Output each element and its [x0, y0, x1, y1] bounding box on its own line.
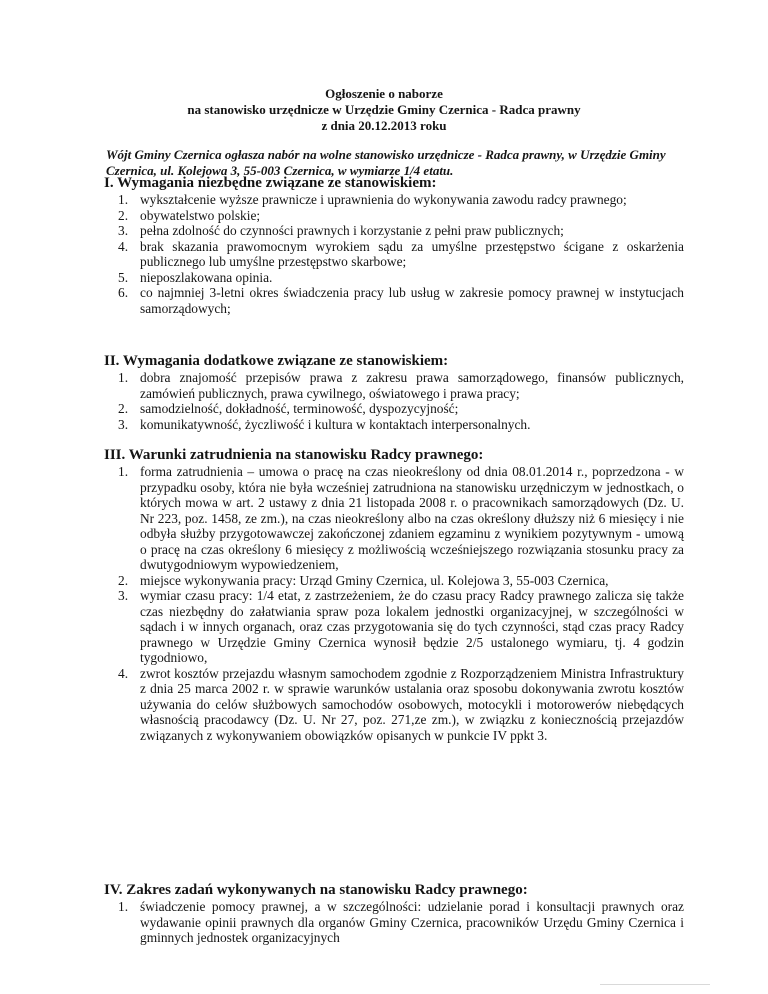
item-number: 4.	[118, 238, 129, 254]
list-item	[104, 192, 686, 208]
list-item	[104, 370, 686, 401]
section-title: II. Wymagania dodatkowe związane ze stanowiskiem:	[104, 353, 449, 369]
section-title: III. Warunki zatrudnienia na stanowisku Radcy prawnego:	[104, 447, 484, 463]
list-item	[104, 208, 686, 224]
list-item	[104, 223, 686, 239]
section-job-duties	[104, 882, 686, 946]
item-number: 1.	[118, 192, 129, 207]
item-number: 1.	[118, 899, 129, 914]
page-edge-divider	[600, 984, 710, 985]
header-position: na stanowisko urzędnicze w Urzędzie Gminy Czernica - Radca prawny	[187, 102, 581, 117]
item-text: zwrot kosztów przejazdu własnym samochodem zgodnie z Rozporządzeniem Ministra Infrastruktury z dnia 25 marca 2002 r. w sprawie warunków ustalania oraz sposobu dokonywania zwrotu kosztów używania do celów służbowych samochodów osobowych, motocykli i motorowerów niebędących własnością pracodawcy (Dz. U. Nr 27, poz. 271,ze zm.), w związku z koniecznością przejazdów związanych z wykonywaniem obowiązków opisanych w punkcie IV ppkt 3.	[140, 665, 684, 743]
list-item	[104, 270, 686, 286]
employment-conditions-list	[104, 464, 686, 743]
item-text: pełna zdolność do czynności prawnych i korzystanie z pełni praw publicznych;	[140, 223, 564, 238]
document-header	[0, 86, 768, 134]
item-number: 5.	[118, 269, 129, 285]
item-text: wymiar czasu pracy: 1/4 etat, z zastrzeżeniem, że do czasu pracy Radcy prawnego zalicza się także czas niezbędny do załatwiania spraw poza lokalem jednostki organizacyjnej, w szczególności w sądach i w innych organach, oraz czas przygotowania się do tych czynności, stąd czas pracy Radcy prawnego w Urzędzie Gminy Czernica wynosił będzie 2/5 ustalonego wymiaru, tj. 4 godzin tygodniowo,	[140, 588, 684, 665]
item-text: dobra znajomość przepisów prawa z zakresu prawa samorządowego, finansów publicznych, zamówień publicznych, prawa cywilnego, oświatowego i prawa pracy;	[140, 370, 684, 401]
list-item	[104, 401, 686, 417]
section-title: I. Wymagania niezbędne związane ze stanowiskiem:	[104, 175, 437, 191]
header-date: z dnia 20.12.2013 roku	[321, 118, 447, 133]
list-item	[104, 899, 686, 946]
header-title: Ogłoszenie o naborze	[325, 86, 443, 101]
item-number: 2.	[118, 572, 129, 588]
list-item	[104, 464, 686, 573]
item-number: 1.	[118, 464, 129, 479]
list-item	[104, 239, 686, 270]
item-number: 1.	[118, 370, 129, 385]
item-number: 3.	[118, 416, 129, 432]
job-duties-list	[104, 899, 686, 946]
item-number: 2.	[118, 207, 129, 223]
section-required-qualifications	[104, 175, 686, 316]
list-item	[104, 666, 686, 744]
item-text: co najmniej 3-letni okres świadczenia pracy lub usług w zakresie pomocy prawnej w instytucjach samorządowych;	[140, 285, 684, 316]
section-employment-conditions	[104, 447, 686, 743]
item-number: 3.	[118, 223, 129, 238]
item-text: samodzielność, dokładność, terminowość, dyspozycyjność;	[140, 401, 459, 416]
requirements-list	[104, 192, 686, 316]
item-number: 3.	[118, 588, 129, 603]
item-text: obywatelstwo polskie;	[140, 207, 261, 223]
intro-paragraph: Wójt Gminy Czernica ogłasza nabór na wolne stanowisko urzędnicze - Radca prawny, w Urzędzie Gminy Czernica, ul. Kolejowa 3, 55-003 Czernica, w wymiarze 1/4 etatu.	[106, 147, 666, 178]
list-item	[104, 285, 686, 316]
item-number: 4.	[118, 665, 129, 681]
list-item	[104, 573, 686, 589]
item-text: forma zatrudnienia – umowa o pracę na czas nieokreślony od dnia 08.01.2014 r., poprzedzona - w przypadku osoby, która nie była wcześniej zatrudniona na stanowisku urzędniczym w jednostkach, o których mowa w art. 2 ustawy z dnia 21 listopada 2008 r. o pracownikach samorządowych (Dz. U. Nr 223, poz. 1458, ze zm.), na czas nieokreślony albo na czas określony dłuższy niż 6 miesięcy i nie odbyła służby przygotowawczej zakończonej zdaniem egzaminu z wynikiem pozytywnym - umową o pracę na czas określony 6 miesięcy z możliwością wcześniejszego rozwiązania stosunku pracy za dwutygodniowym wypowiedzeniem,	[140, 464, 684, 572]
item-text: wykształcenie wyższe prawnicze i uprawnienia do wykonywania zawodu radcy prawnego;	[140, 192, 627, 207]
list-item	[104, 588, 686, 666]
additional-requirements-list	[104, 370, 686, 432]
item-text: miejsce wykonywania pracy: Urząd Gminy Czernica, ul. Kolejowa 3, 55-003 Czernica,	[140, 572, 609, 588]
item-number: 2.	[118, 401, 129, 416]
item-text: świadczenie pomocy prawnej, a w szczególności: udzielanie porad i konsultacji prawnych oraz wydawanie opinii prawnych dla organów Gminy Czernica, pracowników Urzędu Gminy Czernica i gminnych jednostek organizacyjnych	[140, 899, 684, 945]
item-number: 6.	[118, 285, 129, 300]
item-text: brak skazania prawomocnym wyrokiem sądu za umyślne przestępstwo ścigane z oskarżenia publicznego lub umyślne przestępstwo skarbowe;	[140, 238, 684, 269]
section-title: IV. Zakres zadań wykonywanych na stanowisku Radcy prawnego:	[104, 882, 528, 898]
item-text: nieposzlakowana opinia.	[140, 269, 273, 285]
list-item	[104, 417, 686, 433]
item-text: komunikatywność, życzliwość i kultura w kontaktach interpersonalnych.	[140, 416, 531, 432]
section-additional-qualifications	[104, 353, 686, 432]
